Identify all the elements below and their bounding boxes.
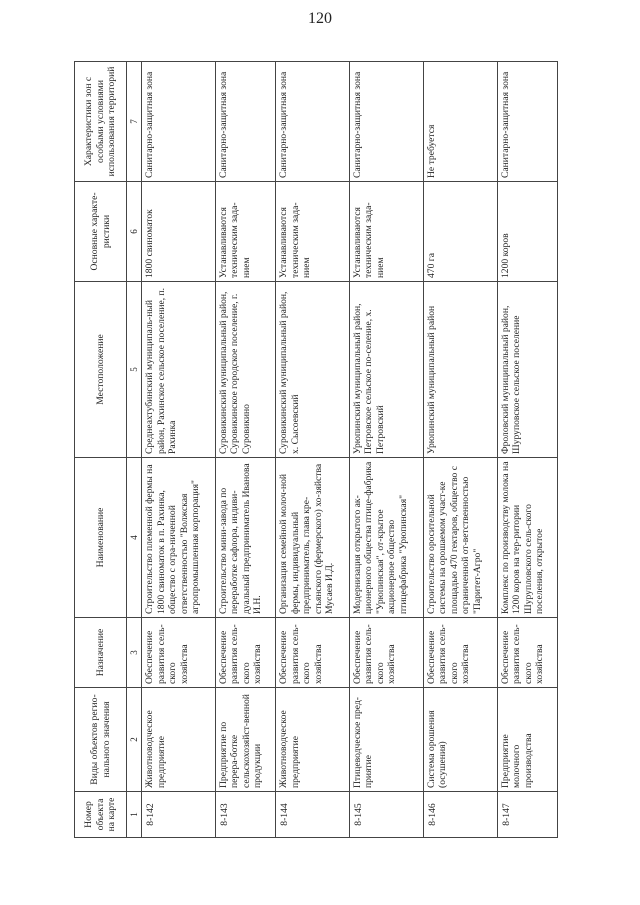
object-number: 8-147 [497, 792, 557, 838]
object-location: Урюпинский муниципальный район, Петровское сельское по-селение, х. Петровский [349, 282, 423, 458]
header-cell: Виды объектов регио-нального значения [75, 688, 127, 792]
object-number: 8-144 [276, 792, 350, 838]
object-number: 8-145 [349, 792, 423, 838]
zone-characteristics: Санитарно-защитная зона [349, 62, 423, 182]
object-purpose: Обеспечение развития сель-ского хозяйства [142, 618, 216, 688]
header-cell: Наименование [75, 458, 127, 618]
zone-characteristics: Санитарно-защитная зона [497, 62, 557, 182]
header-cell: Номер объекта на карте [75, 792, 127, 838]
rotated-page-table [74, 62, 558, 838]
table-row [215, 62, 275, 838]
object-purpose: Обеспечение развития сель-ского хозяйства [276, 618, 350, 688]
object-location: Среднеахтубинский муниципаль-ный район, Рахинское сельское поселение, п. Рахинка [142, 282, 216, 458]
header-cell: Основные характе-ристики [75, 182, 127, 282]
header-cell: Местоположение [75, 282, 127, 458]
page-number: 120 [308, 10, 332, 27]
object-purpose: Обеспечение развития сель-ского хозяйства [497, 618, 557, 688]
object-location: Суровикинский муниципальный район, х. Сысоевский [276, 282, 350, 458]
table-row [497, 62, 557, 838]
object-purpose: Обеспечение развития сель-ского хозяйства [349, 618, 423, 688]
column-number: 7 [127, 62, 142, 182]
object-number: 8-143 [215, 792, 275, 838]
column-number: 2 [127, 688, 142, 792]
object-type: Предприятие по перера-ботке сельскохозяйст-венной продукции [215, 688, 275, 792]
column-number: 5 [127, 282, 142, 458]
object-location: Фроловский муниципальный район, Шуруповское сельское поселение [497, 282, 557, 458]
object-characteristics: 1800 свиноматок [142, 182, 216, 282]
table-row [276, 62, 350, 838]
object-name: Строительство мини-завода по переработке сафлора, индиви-дуальный предприниматель Иванова И.Н. [215, 458, 275, 618]
table-row [423, 62, 497, 838]
object-location: Суровикинский муниципальный район, Суровикинское городское поселение, г. Суровикино [215, 282, 275, 458]
object-characteristics: Устанавливаются техническим зада-нием [276, 182, 350, 282]
object-characteristics: Устанавливаются техническим зада-нием [349, 182, 423, 282]
objects-table [74, 61, 558, 838]
column-number: 1 [127, 792, 142, 838]
header-cell: Назначение [75, 618, 127, 688]
object-name: Модернизация открытого ак-ционерного общества птице-фабрика "Урюпинская", от-крытое акционерное общество птицефабрика "Урюпинская" [349, 458, 423, 618]
object-location: Урюпинский муниципальный район [423, 282, 497, 458]
object-number: 8-142 [142, 792, 216, 838]
object-purpose: Обеспечение развития сель-ского хозяйства [423, 618, 497, 688]
header-cell: Характеристики зон с особыми условиями использования территорий [75, 62, 127, 182]
zone-characteristics: Санитарно-защитная зона [142, 62, 216, 182]
header-row [75, 62, 127, 838]
object-characteristics: 1200 коров [497, 182, 557, 282]
table-row [142, 62, 216, 838]
zone-characteristics: Не требуется [423, 62, 497, 182]
object-number: 8-146 [423, 792, 497, 838]
column-number: 6 [127, 182, 142, 282]
zone-characteristics: Санитарно-защитная зона [276, 62, 350, 182]
table-row [349, 62, 423, 838]
object-type: Животноводческое предприятие [142, 688, 216, 792]
object-name: Организация семейной молоч-ной фермы, индивидуальный предприниматель, глава кре-стьянского (фермерского) хо-зяйства Мусаев И.Д. [276, 458, 350, 618]
object-name: Строительство оросительной системы на орошаемом участ-ке площадью 470 гектаров, общество с ограниченной от-ветственностью "Паритет-Агро" [423, 458, 497, 618]
column-number-row [127, 62, 142, 838]
object-characteristics: Устанавливаются техническим зада-нием [215, 182, 275, 282]
object-purpose: Обеспечение развития сель-ского хозяйства [215, 618, 275, 688]
column-number: 4 [127, 458, 142, 618]
object-name: Комплекс по производству молока на 1200 коров на тер-ритории Шурупловского сель-ского поселения, открытое [497, 458, 557, 618]
object-type: Птицеводческое пред-приятие [349, 688, 423, 792]
zone-characteristics: Санитарно-защитная зона [215, 62, 275, 182]
object-name: Строительство племенной фермы на 1800 свиноматок в п. Рахинка, общество с огра-ниченной ответственностью "Волжская агропромышленная корпорация" [142, 458, 216, 618]
object-type: Система орошения (осушения) [423, 688, 497, 792]
object-type: Животноводческое предприятие [276, 688, 350, 792]
object-type: Предприятие молочного производства [497, 688, 557, 792]
object-characteristics: 470 га [423, 182, 497, 282]
column-number: 3 [127, 618, 142, 688]
